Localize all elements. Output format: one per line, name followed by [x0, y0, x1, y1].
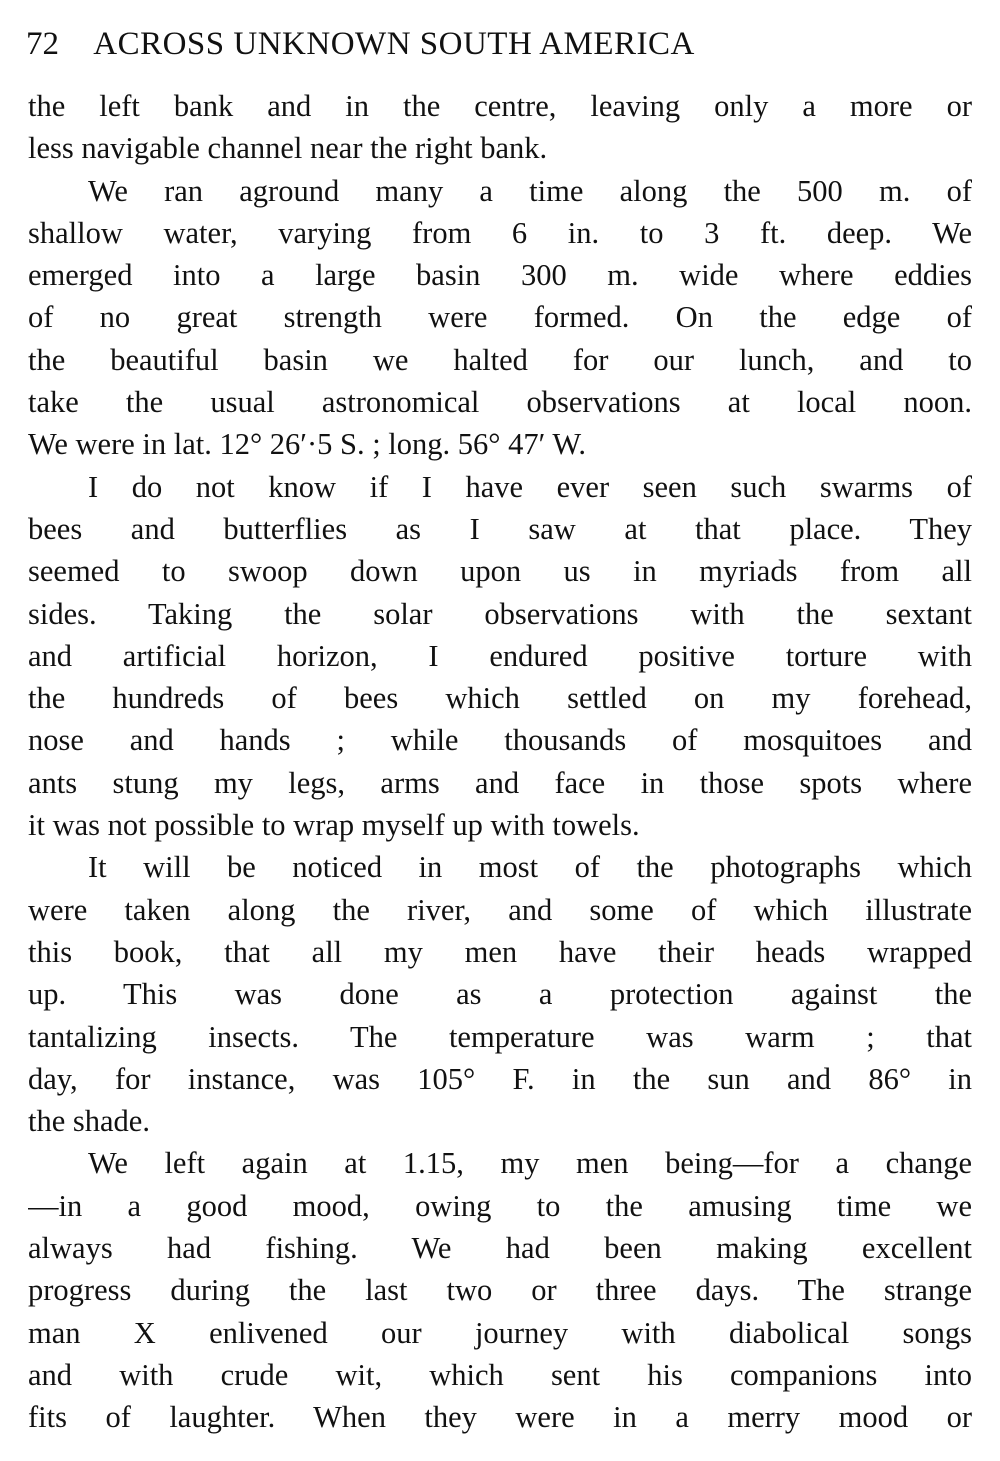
text-line: up. This was done as a protection against the: [28, 977, 972, 1012]
text-line: nose and hands ; while thousands of mosquitoes and: [28, 723, 972, 758]
text-line: We left again at 1.15, my men being—for a change: [88, 1146, 972, 1181]
running-title: ACROSS UNKNOWN SOUTH AMERICA: [93, 26, 695, 62]
text-line: progress during the last two or three days. The strange: [28, 1273, 972, 1308]
text-line: fits of laughter. When they were in a merry mood or: [28, 1400, 972, 1435]
page-number: 72: [26, 26, 59, 62]
text-line: the beautiful basin we halted for our lunch, and to: [28, 342, 972, 377]
text-line: the hundreds of bees which settled on my forehead,: [28, 681, 972, 716]
text-line: It will be noticed in most of the photographs which: [88, 850, 972, 885]
text-line: man X enlivened our journey with diabolical songs: [28, 1315, 972, 1350]
body-text: [28, 85, 972, 1439]
text-line: were taken along the river, and some of which illustrate: [28, 892, 972, 927]
text-line: take the usual astronomical observations at local noon.: [28, 385, 972, 420]
text-line: I do not know if I have ever seen such swarms of: [88, 469, 972, 504]
text-line: and with crude wit, which sent his companions into: [28, 1357, 972, 1392]
text-line: tantalizing insects. The temperature was warm ; that: [28, 1019, 972, 1054]
text-line: day, for instance, was 105° F. in the sun and 86° in: [28, 1061, 972, 1096]
text-line: seemed to swoop down upon us in myriads from all: [28, 554, 972, 589]
text-line: We ran aground many a time along the 500 m. of: [88, 173, 972, 208]
text-line: this book, that all my men have their heads wrapped: [28, 934, 972, 969]
text-line: the left bank and in the centre, leaving only a more or: [28, 89, 972, 123]
text-line: and artificial horizon, I endured positive torture with: [28, 638, 972, 673]
text-line: We were in lat. 12° 26′·5 S. ; long. 56° 47′ W.: [28, 427, 586, 462]
text-line: —in a good mood, owing to the amusing time we: [28, 1188, 972, 1223]
text-line: the shade.: [28, 1104, 150, 1139]
text-line: ants stung my legs, arms and face in those spots where: [28, 765, 972, 800]
text-line: sides. Taking the solar observations with the sextant: [28, 596, 972, 631]
text-line: bees and butterflies as I saw at that place. They: [28, 511, 972, 546]
text-line: shallow water, varying from 6 in. to 3 ft. deep. We: [28, 215, 972, 250]
text-line: of no great strength were formed. On the edge of: [28, 300, 972, 335]
text-line: less navigable channel near the right bank.: [28, 131, 548, 166]
text-line: it was not possible to wrap myself up with towels.: [28, 808, 640, 843]
text-line: always had fishing. We had been making excellent: [28, 1231, 972, 1266]
running-head: [26, 22, 976, 66]
text-line: emerged into a large basin 300 m. wide where eddies: [28, 258, 972, 293]
